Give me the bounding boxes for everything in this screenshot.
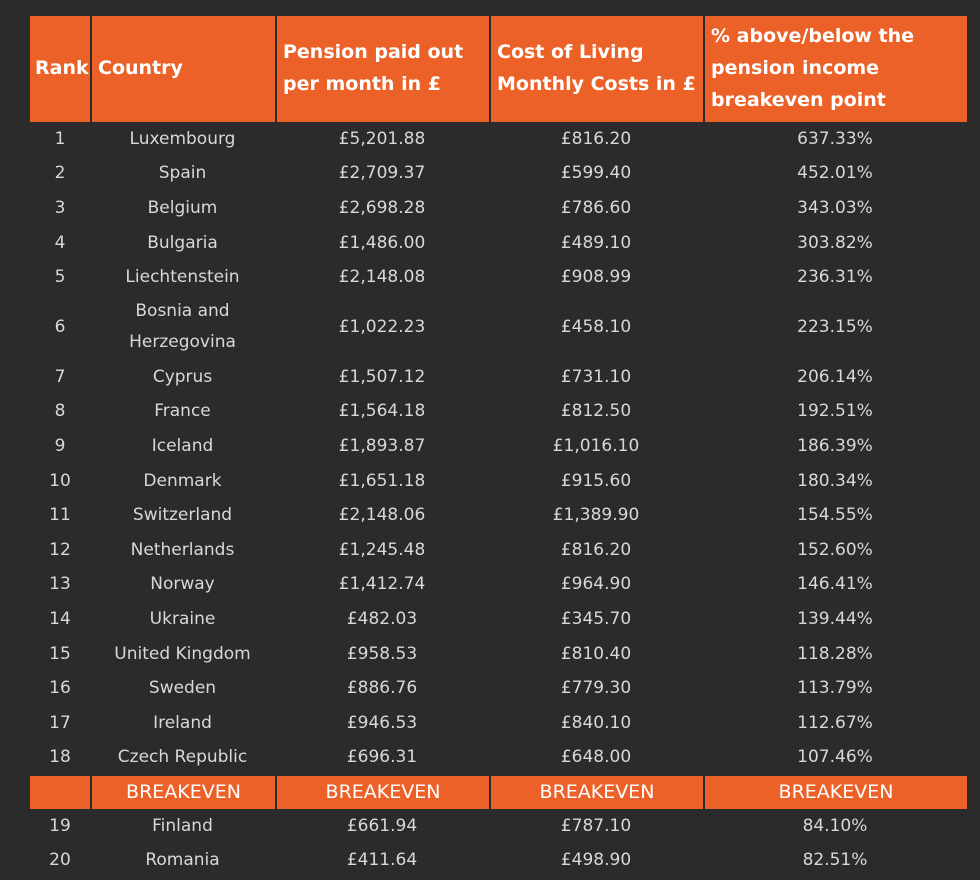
cell-cost-of-living: £908.99 bbox=[560, 267, 632, 288]
cell-rank: 12 bbox=[49, 539, 71, 560]
cell-rank: 8 bbox=[54, 401, 66, 422]
cell-country: Netherlands bbox=[130, 539, 235, 560]
cell-pension: £1,507.12 bbox=[338, 366, 426, 387]
cell-cost-of-living: £816.20 bbox=[560, 128, 632, 149]
cell-percent-breakeven: 146.41% bbox=[797, 574, 873, 595]
cell-percent-breakeven: 236.31% bbox=[797, 267, 873, 288]
cell-pension: £2,709.37 bbox=[338, 163, 426, 184]
cell-rank: 3 bbox=[54, 197, 66, 218]
table-row bbox=[30, 844, 967, 879]
cell-country: Czech Republic bbox=[117, 747, 248, 768]
cell-percent-breakeven: 637.33% bbox=[797, 128, 873, 149]
table-row bbox=[30, 191, 967, 226]
cell-pension: £661.94 bbox=[346, 815, 418, 836]
cell-pension: £1,486.00 bbox=[338, 232, 426, 253]
table-row bbox=[30, 429, 967, 464]
table-row bbox=[30, 809, 967, 844]
cell-cost-of-living: £345.70 bbox=[560, 608, 632, 629]
cell-cost-of-living: £1,016.10 bbox=[552, 435, 640, 456]
cell-country: Belgium bbox=[147, 197, 218, 218]
table-row bbox=[30, 602, 967, 637]
cell-rank: 15 bbox=[49, 643, 71, 664]
table-header bbox=[30, 16, 967, 122]
cell-pension: £696.31 bbox=[346, 747, 418, 768]
cell-cost-of-living: £489.10 bbox=[560, 232, 632, 253]
table-row bbox=[30, 226, 967, 261]
cell-country: Finland bbox=[152, 815, 213, 836]
cell-country: Bulgaria bbox=[147, 232, 218, 253]
cell-percent-breakeven: 107.46% bbox=[797, 747, 873, 768]
cell-cost-of-living: £786.60 bbox=[560, 197, 632, 218]
header-pension: Pension paid out per month in £ bbox=[275, 16, 489, 122]
header-country: Country bbox=[90, 16, 275, 122]
table-row bbox=[30, 122, 967, 157]
cell-rank: 20 bbox=[49, 850, 71, 871]
table-row bbox=[30, 741, 967, 776]
cell-country: Denmark bbox=[143, 470, 222, 491]
cell-pension: £411.64 bbox=[346, 850, 418, 871]
table-row bbox=[30, 533, 967, 568]
cell-percent-breakeven: 186.39% bbox=[797, 435, 873, 456]
cell-cost-of-living: £458.10 bbox=[560, 316, 632, 337]
table-row bbox=[30, 295, 967, 360]
cell-percent-breakeven: 113.79% bbox=[797, 678, 873, 699]
cell-country: France bbox=[154, 401, 211, 422]
breakeven-row bbox=[30, 775, 967, 809]
cell-country: Liechtenstein bbox=[125, 267, 240, 288]
header-cost-of-living: Cost of Living Monthly Costs in £ bbox=[489, 16, 703, 122]
cell-country: Romania bbox=[145, 850, 220, 871]
cell-pension: £946.53 bbox=[346, 712, 418, 733]
cell-pension: £1,412.74 bbox=[338, 574, 426, 595]
table-row bbox=[30, 568, 967, 603]
cell-pension: £958.53 bbox=[346, 643, 418, 664]
cell-percent-breakeven: 206.14% bbox=[797, 366, 873, 387]
cell-percent-breakeven: BREAKEVEN bbox=[703, 775, 967, 809]
cell-rank: 1 bbox=[54, 128, 66, 149]
cell-pension: £1,564.18 bbox=[338, 401, 426, 422]
cell-cost-of-living: £810.40 bbox=[560, 643, 632, 664]
table-row bbox=[30, 157, 967, 192]
cell-pension: £886.76 bbox=[346, 678, 418, 699]
cell-cost-of-living: £648.00 bbox=[560, 747, 632, 768]
cell-country: Luxembourg bbox=[129, 128, 236, 149]
cell-pension: £1,651.18 bbox=[338, 470, 426, 491]
pension-ranking-table bbox=[30, 16, 967, 878]
table-row bbox=[30, 706, 967, 741]
cell-country: Cyprus bbox=[152, 366, 213, 387]
cell-rank bbox=[30, 775, 90, 809]
table-row bbox=[30, 671, 967, 706]
cell-percent-breakeven: 223.15% bbox=[797, 316, 873, 337]
cell-cost-of-living: £731.10 bbox=[560, 366, 632, 387]
cell-percent-breakeven: 452.01% bbox=[797, 163, 873, 184]
cell-rank: 18 bbox=[49, 747, 71, 768]
cell-pension: BREAKEVEN bbox=[275, 775, 489, 809]
cell-country: BREAKEVEN bbox=[90, 775, 275, 809]
cell-country: Iceland bbox=[151, 435, 214, 456]
cell-percent-breakeven: 192.51% bbox=[797, 401, 873, 422]
cell-rank: 4 bbox=[54, 232, 66, 253]
cell-pension: £1,893.87 bbox=[338, 435, 426, 456]
cell-rank: 17 bbox=[49, 712, 71, 733]
cell-cost-of-living: £812.50 bbox=[560, 401, 632, 422]
cell-pension: £2,698.28 bbox=[338, 197, 426, 218]
table-row bbox=[30, 464, 967, 499]
table-row bbox=[30, 498, 967, 533]
cell-cost-of-living: £779.30 bbox=[560, 678, 632, 699]
cell-percent-breakeven: 303.82% bbox=[797, 232, 873, 253]
cell-country: Ireland bbox=[153, 712, 212, 733]
header-rank: Rank bbox=[30, 16, 90, 122]
cell-rank: 6 bbox=[54, 316, 66, 337]
cell-percent-breakeven: 180.34% bbox=[797, 470, 873, 491]
pension-table-container bbox=[30, 16, 967, 878]
cell-pension: £2,148.06 bbox=[338, 505, 426, 526]
cell-country: Spain bbox=[158, 163, 207, 184]
cell-rank: 14 bbox=[49, 608, 71, 629]
cell-percent-breakeven: 343.03% bbox=[797, 197, 873, 218]
cell-rank: 2 bbox=[54, 163, 66, 184]
cell-cost-of-living: BREAKEVEN bbox=[489, 775, 703, 809]
cell-percent-breakeven: 152.60% bbox=[797, 539, 873, 560]
table-row bbox=[30, 637, 967, 672]
table-row bbox=[30, 395, 967, 430]
cell-country: United Kingdom bbox=[114, 643, 251, 664]
cell-percent-breakeven: 139.44% bbox=[797, 608, 873, 629]
cell-rank: 13 bbox=[49, 574, 71, 595]
cell-country: Ukraine bbox=[149, 608, 216, 629]
cell-percent-breakeven: 112.67% bbox=[797, 712, 873, 733]
cell-rank: 10 bbox=[49, 470, 71, 491]
header-percent-breakeven: % above/below the pension income breakeven point bbox=[703, 16, 967, 122]
cell-rank: 19 bbox=[49, 815, 71, 836]
cell-cost-of-living: £1,389.90 bbox=[552, 505, 640, 526]
cell-rank: 7 bbox=[54, 366, 66, 387]
cell-cost-of-living: £964.90 bbox=[560, 574, 632, 595]
cell-rank: 9 bbox=[54, 435, 66, 456]
cell-rank: 16 bbox=[49, 678, 71, 699]
cell-percent-breakeven: 118.28% bbox=[797, 643, 873, 664]
cell-percent-breakeven: 84.10% bbox=[802, 815, 868, 836]
table-body bbox=[30, 122, 967, 878]
cell-country: Sweden bbox=[148, 678, 217, 699]
cell-percent-breakeven: 82.51% bbox=[802, 850, 868, 871]
cell-pension: £5,201.88 bbox=[338, 128, 426, 149]
cell-cost-of-living: £498.90 bbox=[560, 850, 632, 871]
cell-pension: £482.03 bbox=[346, 608, 418, 629]
header-row bbox=[30, 16, 967, 122]
cell-cost-of-living: £787.10 bbox=[560, 815, 632, 836]
cell-rank: 11 bbox=[49, 505, 71, 526]
cell-cost-of-living: £816.20 bbox=[560, 539, 632, 560]
table-row bbox=[30, 360, 967, 395]
cell-country: Norway bbox=[150, 574, 215, 595]
cell-country: Bosnia and Herzegovina bbox=[129, 301, 236, 353]
cell-country: Switzerland bbox=[132, 505, 233, 526]
cell-pension: £2,148.08 bbox=[338, 267, 426, 288]
table-row bbox=[30, 260, 967, 295]
cell-cost-of-living: £840.10 bbox=[560, 712, 632, 733]
cell-cost-of-living: £599.40 bbox=[560, 163, 632, 184]
cell-pension: £1,245.48 bbox=[338, 539, 426, 560]
cell-pension: £1,022.23 bbox=[338, 316, 426, 337]
cell-rank: 5 bbox=[54, 267, 66, 288]
cell-percent-breakeven: 154.55% bbox=[797, 505, 873, 526]
cell-cost-of-living: £915.60 bbox=[560, 470, 632, 491]
